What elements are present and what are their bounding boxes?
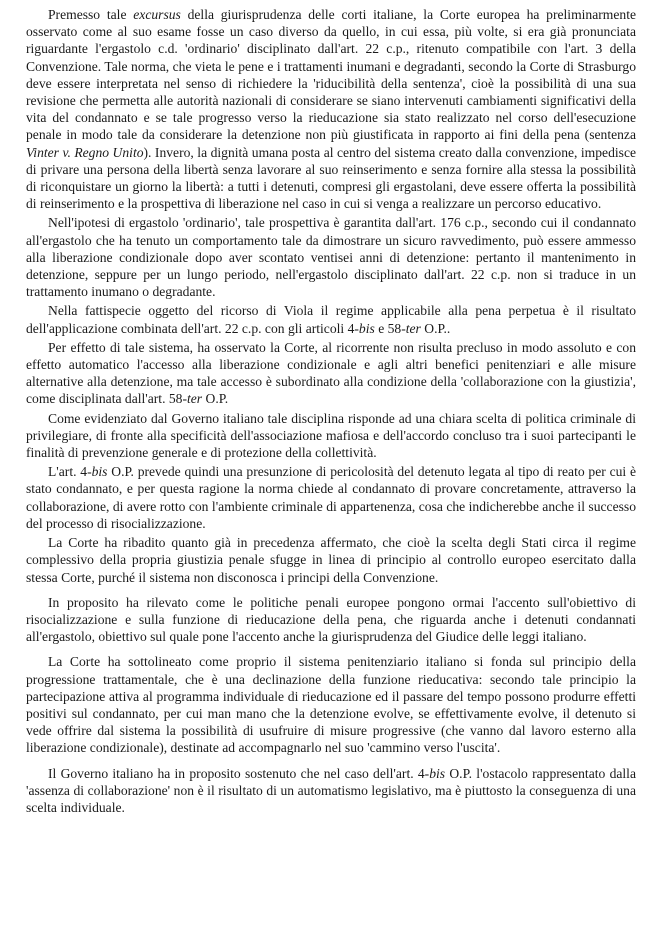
text-run: O.P. prevede quindi una presunzione di pericolosità del detenuto legata al tipo di reato per cui è stato condannato, e per questa ragione la norma chiede al condannato di provare concretamente, attraverso la collaborazione, di avere rotto con l'ambiente criminale di appartenenza, cosa che indicherebbe anche il successo del processo di risocializzazione. — [26, 464, 636, 531]
text-run: O.P.. — [420, 320, 451, 336]
italic-run: bis — [91, 464, 108, 480]
paragraph — [26, 463, 636, 532]
text-run: Come evidenziato dal Governo italiano tale disciplina risponde ad una chiara scelta di politica criminale di privilegiare, di fronte alla specificità dell'associazione mafiosa e dell'accordo concluso tra i suoi partecipanti le finalità di prevenzione generale e di protezione della collettività. — [26, 410, 636, 461]
italic-run: ter — [187, 391, 203, 407]
paragraph — [26, 302, 636, 336]
italic-run: ter — [405, 320, 421, 336]
paragraph — [26, 765, 636, 817]
text-run: Nell'ipotesi di ergastolo 'ordinario', tale prospettiva è garantita dall'art. 176 c.p., secondo cui il condannato all'ergastolo che ha tenuto un comportamento tale da dimostrare un sicuro ravvedimento, può essere ammesso alla liberazione condizionale dopo aver scontato ventisei anni di detenzione: pertanto il mantenimento in detenzione, seppure per un lungo periodo, nell'ergastolo disciplinato dall'art. 22 c.p. non si traduce in un trattamento inumano o degradante. — [26, 215, 636, 300]
text-run: La Corte ha sottolineato come proprio il sistema penitenziario italiano si fonda sul principio della progressione trattamentale, che è una declinazione della funzione rieducativa: secondo tale principio la partecipazione attiva al programma individuale di rieducazione ed il passare del tempo possono produrre effetti positivi sul condannato, per cui man mano che la detenzione evolve, se effettivamente evolve, il detenuto si vede offrire dal sistema la possibilità di usufruire di misure progressive (che vanno dal lavoro esterno alla liberazione condizionale), destinate ad accompagnarlo nel suo 'cammino verso l'uscita'. — [26, 654, 636, 756]
text-run: O.P. l'ostacolo rappresentato dalla 'assenza di collaborazione' non è il risultato di un automatismo legislativo, ma è piuttosto la conseguenza di una scelta individuale. — [26, 765, 636, 815]
text-run: e 58- — [374, 320, 406, 336]
italic-run: Vinter v. Regno Unito — [26, 144, 144, 160]
paragraph — [26, 534, 636, 586]
paragraph — [26, 410, 636, 462]
text-run: O.P. — [202, 391, 229, 407]
italic-run: bis — [358, 320, 375, 336]
text-run: Premesso tale — [48, 7, 134, 22]
italic-run: bis — [429, 765, 446, 781]
text-run: La Corte ha ribadito quanto già in precedenza affermato, che cioè la scelta degli Stati circa il regime complessivo della propria giustizia penale sfugge in linea di principio al controllo europeo esercitato dalla stessa Corte, purché il sistema non disconosca i principi della Convenzione. — [26, 535, 636, 585]
text-run: ). Invero, la dignità umana posta al centro del sistema creato dalla convenzione, impedisce di privare una persona della libertà senza lavorare al suo reinserimento e senza fornire alla stessa la possibilità di riconquistare un giorno la libertà: a tutti i detenuti, compresi gli ergastolani, deve essere offerta la possibilità di reinserimento e la prospettiva di liberazione nel caso in cui si venga a realizzare un percorso educativo. — [26, 144, 637, 212]
paragraph — [26, 339, 636, 408]
text-run: Il Governo italiano ha in proposito sostenuto che nel caso dell'art. 4- — [48, 765, 430, 781]
text-run: Per effetto di tale sistema, ha osservato la Corte, al ricorrente non risulta precluso in modo assoluto e con effetto automatico l'accesso alla liberazione condizionale e agli altri benefici penitenziari e alle misure alternative alla detenzione, ma tale accesso è subordinato alla condizione della 'collaborazione con la giustizia', come disciplinata dall'art. 58- — [26, 339, 636, 407]
italic-run: excursus — [133, 7, 181, 22]
document-page — [26, 6, 636, 818]
text-run: della giurisprudenza delle corti italiane, la Corte europea ha preliminarmente osservato come al suo esame fosse un caso diverso da quello, in cui essa, più volte, si era già pronunciata riguardante l'ergastolo c.d. 'ordinario' disciplinato dall'art. 22 c.p., ritenuto compatibile con l'art. 3 della Convenzione. Tale norma, che vieta le pene e i trattamenti inumani e degradanti, secondo la Corte di Strasburgo deve essere interpretata nel senso di richiedere la 'riducibilità della sentenza', cioè la possibilità di una sua revisione che permetta alle autorità nazionali di considerare se siano intervenuti cambiamenti significativi della vita del condannato e se tale progresso verso la rieducazione sia stato realizzato nel corso dell'esecuzione penale in modo tale da considerare la detenzione non più giustificata in rapporto ai fini della pena (sentenza — [26, 7, 637, 143]
paragraph — [26, 653, 636, 756]
text-run: In proposito ha rilevato come le politiche penali europee pongono ormai l'accento sull'obiettivo di risocializzazione e sulla funzione di rieducazione della pena, che riguarda anche i detenuti condannati all'ergastolo, obiettivo sul quale pone l'accento anche la giurisprudenza del Giudice delle leggi italiano. — [26, 594, 636, 645]
text-run: L'art. 4- — [48, 464, 92, 480]
paragraph — [26, 6, 636, 212]
paragraph — [26, 594, 636, 646]
paragraph — [26, 214, 636, 300]
text-run: Nella fattispecie oggetto del ricorso di Viola il regime applicabile alla pena perpetua è il risultato dell'applicazione combinata dell'art. 22 c.p. con gli articoli 4- — [26, 303, 636, 336]
